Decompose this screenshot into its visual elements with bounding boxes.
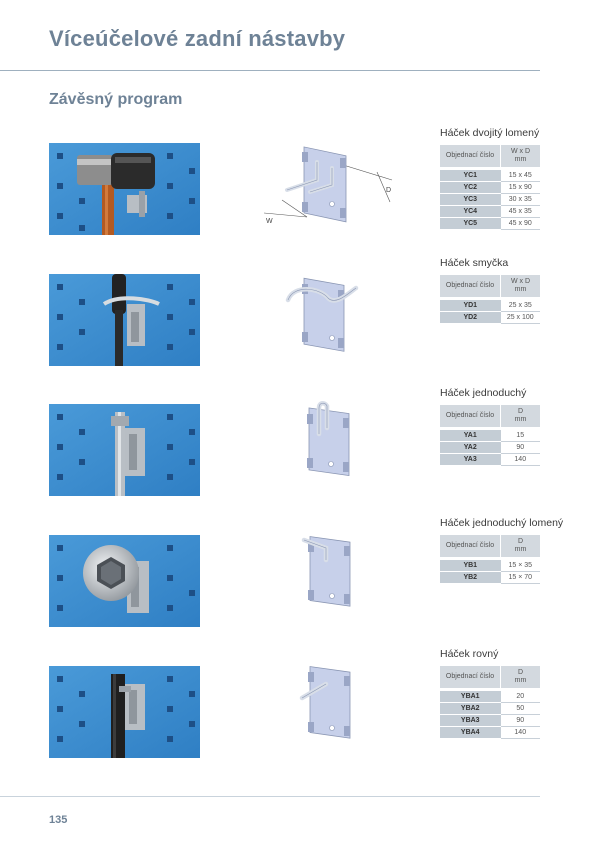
hook-drawing-loop bbox=[280, 270, 370, 365]
section-title: Závěsný program bbox=[49, 91, 183, 108]
table-row: YC2 15 x 90 bbox=[440, 182, 540, 194]
photo-hammer-on-hook bbox=[49, 143, 200, 235]
table-row: YA1 15 bbox=[440, 430, 540, 442]
photo-screwdriver-on-loop-hook bbox=[49, 274, 200, 366]
photo-tool-on-straight-hook bbox=[49, 666, 200, 758]
table-row: YA3 140 bbox=[440, 454, 540, 466]
hook-drawing-straight bbox=[292, 658, 372, 749]
product-block bbox=[440, 127, 540, 230]
col-header-order-number: Objednací číslo bbox=[440, 535, 501, 557]
photo-socket-on-angled-hook bbox=[49, 535, 200, 627]
spec-table bbox=[440, 535, 540, 584]
title-divider bbox=[0, 70, 540, 71]
table-row: YB1 15 × 35 bbox=[440, 560, 540, 572]
col-header-dimension: D mm bbox=[501, 405, 541, 427]
product-block bbox=[440, 648, 540, 739]
product-block bbox=[440, 257, 540, 324]
product-block bbox=[440, 517, 564, 584]
product-name: Háček jednoduchý bbox=[440, 387, 527, 399]
table-row: YBA1 20 bbox=[440, 691, 540, 703]
table-row: YD2 25 x 100 bbox=[440, 312, 540, 324]
table-row: YC4 45 x 35 bbox=[440, 206, 540, 218]
photo-wrench-on-single-hook bbox=[49, 404, 200, 496]
spec-table bbox=[440, 145, 540, 230]
col-header-dimension: W x D mm bbox=[501, 145, 541, 167]
col-header-order-number: Objednací číslo bbox=[440, 145, 501, 167]
col-header-dimension: W x D mm bbox=[501, 275, 541, 297]
page-title: Víceúčelové zadní nástavby bbox=[49, 26, 346, 51]
product-name: Háček dvojitý lomený bbox=[440, 127, 540, 139]
footer-divider bbox=[0, 796, 540, 797]
col-header-order-number: Objednací číslo bbox=[440, 405, 501, 427]
page-number: 135 bbox=[49, 814, 68, 826]
product-name: Háček smyčka bbox=[440, 257, 509, 269]
hook-drawing-single-angled bbox=[292, 528, 372, 617]
table-row: YC1 15 x 45 bbox=[440, 170, 540, 182]
col-header-dimension: D mm bbox=[501, 666, 541, 688]
spec-table bbox=[440, 275, 540, 324]
spec-table bbox=[440, 405, 540, 466]
table-row: YBA2 50 bbox=[440, 703, 540, 715]
hook-drawing-single bbox=[295, 398, 365, 483]
product-block bbox=[440, 387, 540, 466]
table-row: YC5 45 x 90 bbox=[440, 218, 540, 230]
table-row: YBA3 90 bbox=[440, 715, 540, 727]
col-header-order-number: Objednací číslo bbox=[440, 275, 501, 297]
col-header-order-number: Objednací číslo bbox=[440, 666, 501, 688]
product-name: Háček jednoduchý lomený bbox=[440, 517, 564, 529]
table-row: YD1 25 x 35 bbox=[440, 300, 540, 312]
col-header-dimension: D mm bbox=[501, 535, 541, 557]
table-row: YC3 30 x 35 bbox=[440, 194, 540, 206]
drawing-label-w: W bbox=[266, 218, 273, 225]
table-row: YB2 15 × 70 bbox=[440, 572, 540, 584]
product-name: Háček rovný bbox=[440, 648, 499, 660]
hook-drawing-double-angled bbox=[262, 140, 407, 235]
spec-table bbox=[440, 666, 540, 739]
table-row: YBA4 140 bbox=[440, 727, 540, 739]
table-row: YA2 90 bbox=[440, 442, 540, 454]
drawing-label-d: D bbox=[386, 187, 392, 194]
